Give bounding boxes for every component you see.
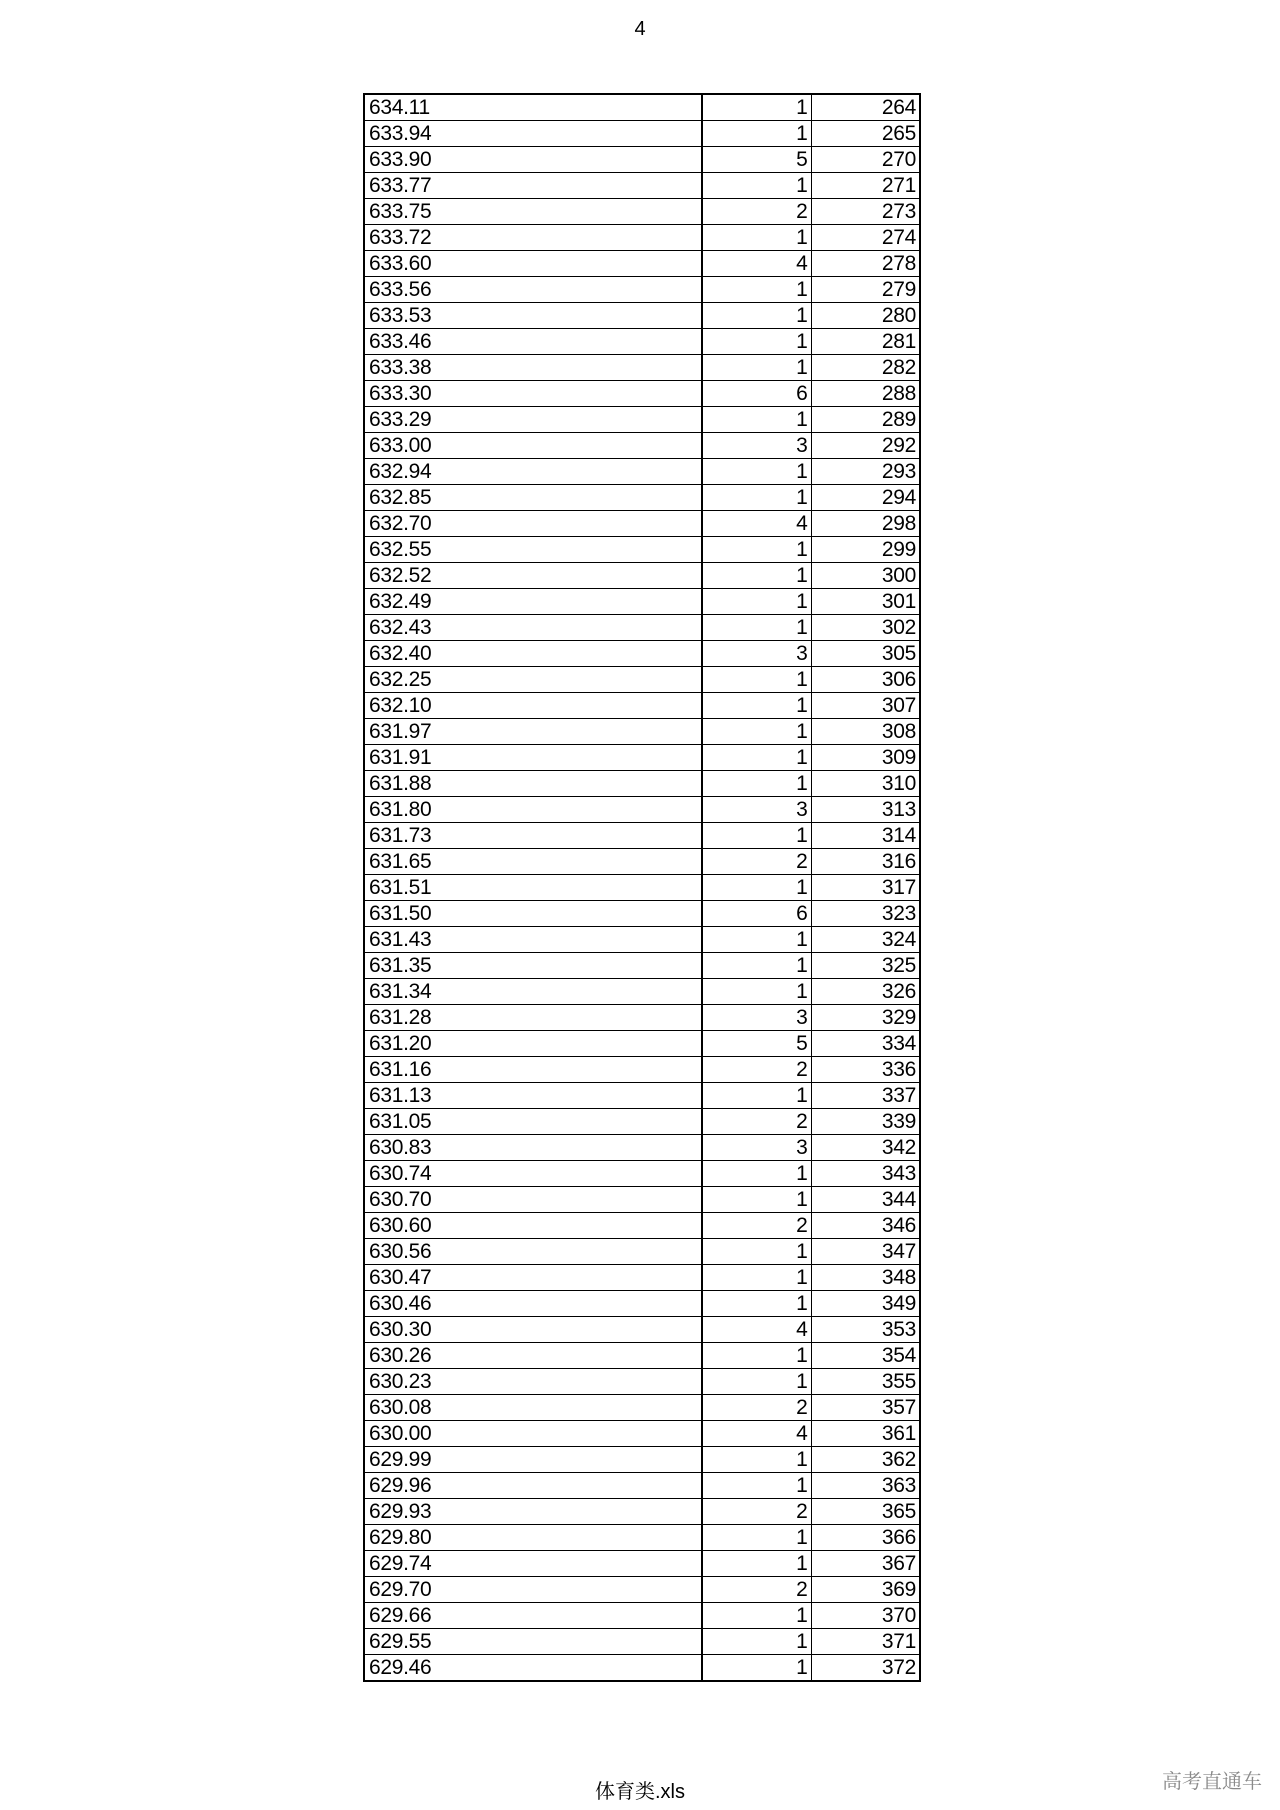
cumulative-cell: 369	[811, 1577, 920, 1603]
cumulative-cell: 282	[811, 355, 920, 381]
score-cell: 632.52	[364, 563, 702, 589]
count-cell: 1	[702, 1343, 811, 1369]
table-row	[364, 1629, 920, 1655]
count-cell: 1	[702, 1655, 811, 1682]
cumulative-cell: 298	[811, 511, 920, 537]
table-row	[364, 277, 920, 303]
count-cell: 1	[702, 1083, 811, 1109]
score-cell: 629.46	[364, 1655, 702, 1682]
count-cell: 1	[702, 1473, 811, 1499]
score-cell: 632.49	[364, 589, 702, 615]
count-cell: 3	[702, 1005, 811, 1031]
score-cell: 631.35	[364, 953, 702, 979]
count-cell: 5	[702, 147, 811, 173]
table-row	[364, 615, 920, 641]
count-cell: 2	[702, 1057, 811, 1083]
score-cell: 632.94	[364, 459, 702, 485]
score-cell: 632.55	[364, 537, 702, 563]
table-row	[364, 979, 920, 1005]
score-cell: 630.30	[364, 1317, 702, 1343]
count-cell: 1	[702, 693, 811, 719]
cumulative-cell: 279	[811, 277, 920, 303]
table-row	[364, 927, 920, 953]
score-cell: 629.55	[364, 1629, 702, 1655]
score-table-body	[364, 94, 920, 1681]
score-table	[363, 93, 921, 1682]
count-cell: 1	[702, 277, 811, 303]
cumulative-cell: 353	[811, 1317, 920, 1343]
table-row	[364, 1213, 920, 1239]
count-cell: 1	[702, 1291, 811, 1317]
cumulative-cell: 347	[811, 1239, 920, 1265]
cumulative-cell: 354	[811, 1343, 920, 1369]
table-row	[364, 1395, 920, 1421]
count-cell: 3	[702, 433, 811, 459]
cumulative-cell: 361	[811, 1421, 920, 1447]
cumulative-cell: 326	[811, 979, 920, 1005]
count-cell: 1	[702, 94, 811, 121]
cumulative-cell: 363	[811, 1473, 920, 1499]
table-row	[364, 797, 920, 823]
score-cell: 630.00	[364, 1421, 702, 1447]
cumulative-cell: 264	[811, 94, 920, 121]
score-cell: 631.65	[364, 849, 702, 875]
count-cell: 3	[702, 1135, 811, 1161]
cumulative-cell: 339	[811, 1109, 920, 1135]
count-cell: 1	[702, 979, 811, 1005]
table-row	[364, 147, 920, 173]
table-row	[364, 719, 920, 745]
score-cell: 633.00	[364, 433, 702, 459]
score-cell: 630.46	[364, 1291, 702, 1317]
cumulative-cell: 293	[811, 459, 920, 485]
cumulative-cell: 278	[811, 251, 920, 277]
count-cell: 3	[702, 797, 811, 823]
count-cell: 2	[702, 1109, 811, 1135]
score-cell: 629.74	[364, 1551, 702, 1577]
cumulative-cell: 337	[811, 1083, 920, 1109]
count-cell: 4	[702, 1317, 811, 1343]
table-row	[364, 485, 920, 511]
score-cell: 630.60	[364, 1213, 702, 1239]
table-row	[364, 1005, 920, 1031]
count-cell: 1	[702, 1265, 811, 1291]
count-cell: 1	[702, 459, 811, 485]
table-row	[364, 121, 920, 147]
footer-filename: 体育类.xls	[595, 1781, 685, 1803]
count-cell: 1	[702, 719, 811, 745]
cumulative-cell: 348	[811, 1265, 920, 1291]
cumulative-cell: 316	[811, 849, 920, 875]
table-row	[364, 771, 920, 797]
score-cell: 632.10	[364, 693, 702, 719]
table-row	[364, 901, 920, 927]
count-cell: 1	[702, 745, 811, 771]
cumulative-cell: 343	[811, 1161, 920, 1187]
cumulative-cell: 367	[811, 1551, 920, 1577]
cumulative-cell: 265	[811, 121, 920, 147]
cumulative-cell: 274	[811, 225, 920, 251]
count-cell: 1	[702, 563, 811, 589]
watermark: 高考直通车	[1162, 1771, 1262, 1793]
count-cell: 1	[702, 1447, 811, 1473]
score-cell: 629.96	[364, 1473, 702, 1499]
table-row	[364, 1525, 920, 1551]
cumulative-cell: 325	[811, 953, 920, 979]
count-cell: 6	[702, 381, 811, 407]
table-row	[364, 407, 920, 433]
score-cell: 633.30	[364, 381, 702, 407]
table-row	[364, 667, 920, 693]
cumulative-cell: 366	[811, 1525, 920, 1551]
table-row	[364, 1083, 920, 1109]
cumulative-cell: 299	[811, 537, 920, 563]
count-cell: 1	[702, 1369, 811, 1395]
score-cell: 633.60	[364, 251, 702, 277]
count-cell: 6	[702, 901, 811, 927]
table-row	[364, 563, 920, 589]
score-cell: 629.70	[364, 1577, 702, 1603]
count-cell: 1	[702, 875, 811, 901]
score-cell: 630.56	[364, 1239, 702, 1265]
cumulative-cell: 300	[811, 563, 920, 589]
score-cell: 632.25	[364, 667, 702, 693]
cumulative-cell: 323	[811, 901, 920, 927]
cumulative-cell: 273	[811, 199, 920, 225]
cumulative-cell: 292	[811, 433, 920, 459]
cumulative-cell: 271	[811, 173, 920, 199]
count-cell: 1	[702, 329, 811, 355]
score-cell: 631.43	[364, 927, 702, 953]
table-row	[364, 459, 920, 485]
count-cell: 2	[702, 1395, 811, 1421]
score-cell: 629.80	[364, 1525, 702, 1551]
score-cell: 633.72	[364, 225, 702, 251]
count-cell: 2	[702, 199, 811, 225]
table-row	[364, 94, 920, 121]
table-row	[364, 823, 920, 849]
cumulative-cell: 306	[811, 667, 920, 693]
count-cell: 1	[702, 823, 811, 849]
count-cell: 5	[702, 1031, 811, 1057]
table-row	[364, 1239, 920, 1265]
cumulative-cell: 305	[811, 641, 920, 667]
count-cell: 1	[702, 927, 811, 953]
table-row	[364, 1135, 920, 1161]
cumulative-cell: 309	[811, 745, 920, 771]
count-cell: 1	[702, 1603, 811, 1629]
table-row	[364, 1187, 920, 1213]
cumulative-cell: 314	[811, 823, 920, 849]
count-cell: 1	[702, 589, 811, 615]
score-cell: 630.74	[364, 1161, 702, 1187]
cumulative-cell: 288	[811, 381, 920, 407]
score-cell: 632.40	[364, 641, 702, 667]
table-row	[364, 1551, 920, 1577]
cumulative-cell: 346	[811, 1213, 920, 1239]
table-row	[364, 225, 920, 251]
table-row	[364, 173, 920, 199]
cumulative-cell: 302	[811, 615, 920, 641]
score-cell: 630.08	[364, 1395, 702, 1421]
score-cell: 633.53	[364, 303, 702, 329]
table-row	[364, 1577, 920, 1603]
score-cell: 631.05	[364, 1109, 702, 1135]
cumulative-cell: 317	[811, 875, 920, 901]
cumulative-cell: 310	[811, 771, 920, 797]
count-cell: 1	[702, 1629, 811, 1655]
count-cell: 4	[702, 1421, 811, 1447]
table-row	[364, 1343, 920, 1369]
cumulative-cell: 307	[811, 693, 920, 719]
table-row	[364, 1499, 920, 1525]
table-row	[364, 1265, 920, 1291]
count-cell: 2	[702, 1499, 811, 1525]
score-cell: 631.34	[364, 979, 702, 1005]
cumulative-cell: 329	[811, 1005, 920, 1031]
cumulative-cell: 334	[811, 1031, 920, 1057]
count-cell: 1	[702, 1187, 811, 1213]
table-row	[364, 1291, 920, 1317]
score-cell: 633.46	[364, 329, 702, 355]
table-row	[364, 511, 920, 537]
score-cell: 630.83	[364, 1135, 702, 1161]
score-cell: 631.88	[364, 771, 702, 797]
table-row	[364, 1655, 920, 1682]
count-cell: 1	[702, 667, 811, 693]
count-cell: 2	[702, 1577, 811, 1603]
table-row	[364, 1031, 920, 1057]
score-cell: 634.11	[364, 94, 702, 121]
count-cell: 1	[702, 771, 811, 797]
table-row	[364, 953, 920, 979]
table-row	[364, 693, 920, 719]
cumulative-cell: 336	[811, 1057, 920, 1083]
cumulative-cell: 270	[811, 147, 920, 173]
count-cell: 1	[702, 1525, 811, 1551]
table-row	[364, 329, 920, 355]
table-row	[364, 433, 920, 459]
cumulative-cell: 281	[811, 329, 920, 355]
count-cell: 4	[702, 251, 811, 277]
page-number: 4	[634, 18, 646, 40]
score-cell: 633.75	[364, 199, 702, 225]
cumulative-cell: 308	[811, 719, 920, 745]
table-row	[364, 537, 920, 563]
table-row	[364, 1317, 920, 1343]
table-row	[364, 641, 920, 667]
score-cell: 630.47	[364, 1265, 702, 1291]
table-row	[364, 1603, 920, 1629]
score-cell: 632.85	[364, 485, 702, 511]
table-row	[364, 1161, 920, 1187]
count-cell: 2	[702, 1213, 811, 1239]
score-cell: 631.97	[364, 719, 702, 745]
score-cell: 630.23	[364, 1369, 702, 1395]
count-cell: 3	[702, 641, 811, 667]
score-cell: 631.51	[364, 875, 702, 901]
score-cell: 630.70	[364, 1187, 702, 1213]
score-cell: 633.38	[364, 355, 702, 381]
count-cell: 1	[702, 407, 811, 433]
cumulative-cell: 362	[811, 1447, 920, 1473]
count-cell: 1	[702, 355, 811, 381]
table-row	[364, 1421, 920, 1447]
score-cell: 631.91	[364, 745, 702, 771]
score-cell: 632.43	[364, 615, 702, 641]
cumulative-cell: 365	[811, 1499, 920, 1525]
table-row	[364, 381, 920, 407]
cumulative-cell: 370	[811, 1603, 920, 1629]
table-row	[364, 355, 920, 381]
count-cell: 1	[702, 225, 811, 251]
count-cell: 4	[702, 511, 811, 537]
cumulative-cell: 349	[811, 1291, 920, 1317]
score-cell: 631.20	[364, 1031, 702, 1057]
count-cell: 1	[702, 953, 811, 979]
count-cell: 1	[702, 615, 811, 641]
score-cell: 633.56	[364, 277, 702, 303]
count-cell: 1	[702, 121, 811, 147]
table-row	[364, 1473, 920, 1499]
cumulative-cell: 355	[811, 1369, 920, 1395]
score-cell: 632.70	[364, 511, 702, 537]
count-cell: 1	[702, 303, 811, 329]
table-row	[364, 589, 920, 615]
cumulative-cell: 357	[811, 1395, 920, 1421]
table-row	[364, 1109, 920, 1135]
count-cell: 1	[702, 537, 811, 563]
score-cell: 631.16	[364, 1057, 702, 1083]
cumulative-cell: 313	[811, 797, 920, 823]
count-cell: 1	[702, 173, 811, 199]
cumulative-cell: 289	[811, 407, 920, 433]
table-row	[364, 1369, 920, 1395]
score-cell: 633.29	[364, 407, 702, 433]
count-cell: 1	[702, 1551, 811, 1577]
cumulative-cell: 372	[811, 1655, 920, 1682]
score-cell: 631.28	[364, 1005, 702, 1031]
cumulative-cell: 294	[811, 485, 920, 511]
count-cell: 1	[702, 485, 811, 511]
cumulative-cell: 371	[811, 1629, 920, 1655]
table-row	[364, 849, 920, 875]
table-row	[364, 251, 920, 277]
score-cell: 633.94	[364, 121, 702, 147]
cumulative-cell: 324	[811, 927, 920, 953]
count-cell: 1	[702, 1161, 811, 1187]
table-row	[364, 1447, 920, 1473]
score-cell: 631.80	[364, 797, 702, 823]
table-row	[364, 199, 920, 225]
table-row	[364, 1057, 920, 1083]
table-row	[364, 303, 920, 329]
score-cell: 631.13	[364, 1083, 702, 1109]
score-cell: 633.90	[364, 147, 702, 173]
table-row	[364, 875, 920, 901]
score-cell: 631.73	[364, 823, 702, 849]
score-cell: 629.66	[364, 1603, 702, 1629]
table-row	[364, 745, 920, 771]
cumulative-cell: 280	[811, 303, 920, 329]
score-cell: 630.26	[364, 1343, 702, 1369]
cumulative-cell: 301	[811, 589, 920, 615]
cumulative-cell: 344	[811, 1187, 920, 1213]
cumulative-cell: 342	[811, 1135, 920, 1161]
score-cell: 631.50	[364, 901, 702, 927]
count-cell: 1	[702, 1239, 811, 1265]
score-cell: 629.99	[364, 1447, 702, 1473]
score-cell: 629.93	[364, 1499, 702, 1525]
score-cell: 633.77	[364, 173, 702, 199]
count-cell: 2	[702, 849, 811, 875]
